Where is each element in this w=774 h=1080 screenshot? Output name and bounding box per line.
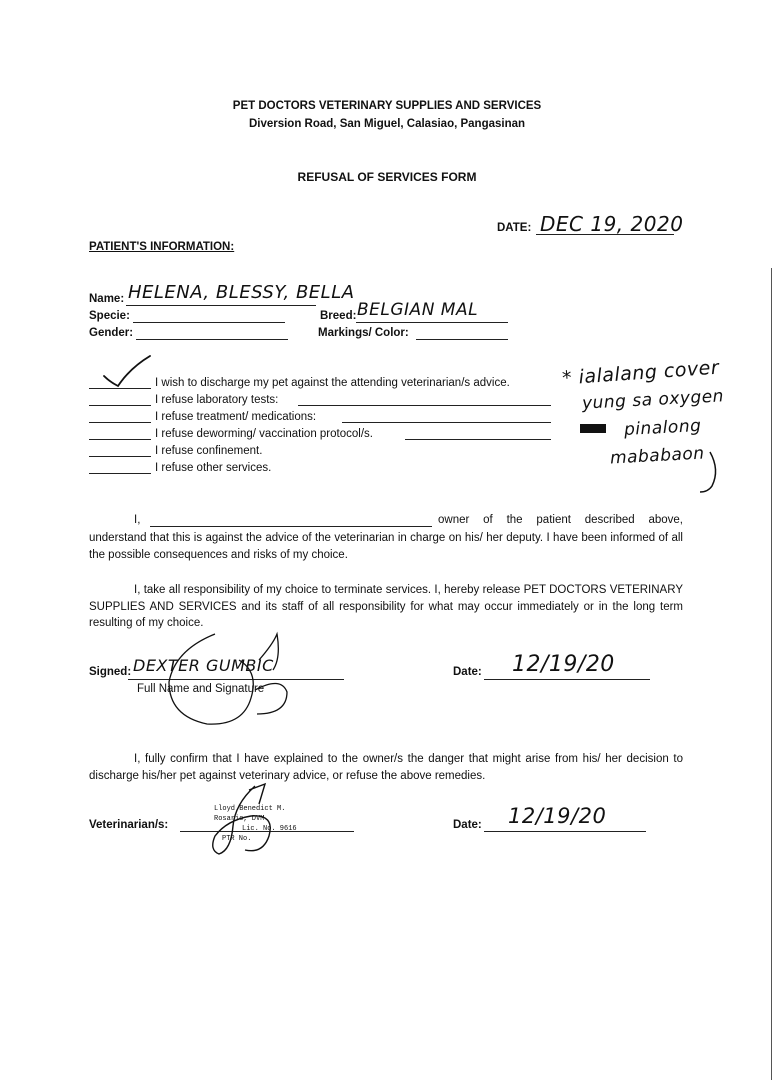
signed-caption: Full Name and Signature — [137, 683, 265, 695]
option-blank-1 — [89, 388, 151, 389]
note-bracket-stroke — [696, 450, 726, 496]
name-line — [126, 305, 316, 306]
patient-section-label: PATIENT'S INFORMATION: — [89, 241, 235, 253]
org-name: PET DOCTORS VETERINARY SUPPLIES AND SERVICES — [232, 100, 542, 112]
name-label: Name: — [89, 293, 125, 305]
statement2-text: I, take all responsibility of my choice to terminate services. I, hereby release PET DOCTORS VETERINARY SUPPLIES AND SERVICES and its staff of all responsibility for what may occur immediately or in the long term resulting of my choice. — [89, 584, 683, 629]
vet-stamp-name: Lloyd Benedict M. Rosario, DVM — [214, 805, 286, 823]
option-2-text: I refuse laboratory tests: — [155, 394, 279, 406]
option-blank-3 — [89, 422, 151, 423]
gender-label: Gender: — [89, 327, 134, 339]
breed-line — [356, 322, 508, 323]
markings-line — [416, 339, 508, 340]
owner-date-value: 12/19/20 — [512, 652, 615, 677]
vet-date-label: Date: — [453, 819, 482, 831]
scan-edge — [771, 268, 772, 1080]
option-5-text: I refuse confinement. — [155, 445, 263, 457]
form-title: REFUSAL OF SERVICES FORM — [297, 170, 477, 184]
note-line-1: * ialalang cover — [561, 356, 720, 390]
statement3-text: I, fully confirm that I have explained to the owner/s the danger that might arise from his/ her decision to discharge his/her pet against veterinary advice, or refuse the above remedies. — [89, 753, 683, 782]
option-blank-6 — [89, 473, 151, 474]
vet-date-line — [484, 831, 646, 832]
org-address: Diversion Road, San Miguel, Calasiao, Pangasinan — [248, 118, 526, 130]
note-line-3: pinalong — [623, 415, 702, 441]
option-1-text: I wish to discharge my pet against the attending veterinarian/s advice. — [155, 377, 510, 389]
option-6-text: I refuse other services. — [155, 462, 272, 474]
vet-signature-scribble — [205, 780, 295, 860]
note-scribble-mark — [580, 424, 606, 433]
date-label: DATE: — [497, 222, 532, 234]
option-2-detail-line — [298, 405, 551, 406]
option-3-detail-line — [342, 422, 551, 423]
markings-label: Markings/ Color: — [318, 327, 409, 339]
vet-label: Veterinarian/s: — [89, 819, 169, 831]
vet-stamp-license: Lic. No. 9616 — [242, 825, 297, 833]
option-blank-2 — [89, 405, 151, 406]
signed-label: Signed: — [89, 666, 132, 678]
date-value: DEC 19, 2020 — [540, 212, 684, 236]
specie-label: Specie: — [89, 310, 130, 322]
owner-date-line — [484, 679, 650, 680]
signature-flourish — [155, 630, 295, 730]
signed-value: DEXTER GUMBIC — [133, 656, 274, 675]
option-blank-4 — [89, 439, 151, 440]
note-line-2: yung sa oxygen — [581, 386, 725, 414]
checkmark-icon — [100, 354, 160, 390]
note-line-4: mababaon — [609, 443, 706, 469]
option-3-text: I refuse treatment/ medications: — [155, 411, 317, 423]
name-value: HELENA, BLESSY, BELLA — [128, 282, 355, 303]
breed-label: Breed: — [320, 310, 357, 322]
statement1-suffix: owner of the patient described above, — [438, 514, 683, 526]
statement1-prefix: I, — [134, 514, 141, 526]
breed-value: BELGIAN MAL — [357, 300, 479, 320]
option-4-text: I refuse deworming/ vaccination protocol/s. — [155, 428, 373, 440]
statement1-text: understand that this is against the advice of the veterinarian in charge on his/ her deputy. I have been informed of all the possible consequences and risks of my choice. — [89, 532, 683, 561]
gender-line — [136, 339, 288, 340]
specie-line — [133, 322, 285, 323]
vet-date-value: 12/19/20 — [508, 804, 607, 828]
owner-name-line — [150, 526, 432, 527]
owner-date-label: Date: — [453, 666, 482, 678]
option-4-detail-line — [405, 439, 551, 440]
option-blank-5 — [89, 456, 151, 457]
vet-stamp-ptr: PTR No. — [222, 835, 252, 843]
